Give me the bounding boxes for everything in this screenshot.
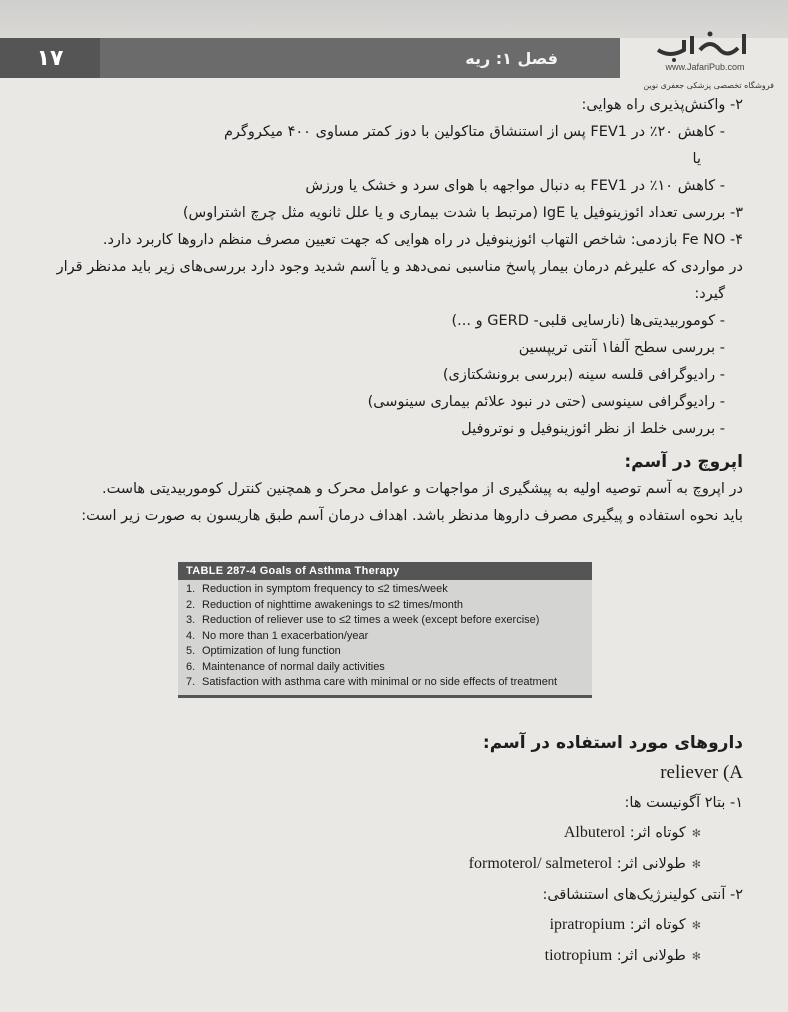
chapter-title: فصل ۱: ریه [465,48,558,68]
paragraph-line: باید نحوه استفاده و پیگیری مصرف داروها مدنظر باشد. اهداف درمان آسم طبق هاریسون به صورت زیر است: [81,508,743,524]
table-row: 4. No more than 1 exacerbation/year [186,629,369,642]
text-line: ۴- Fe NO بازدمی: شاخص التهاب ائوزینوفیل در راه هوایی که جهت تعیین مصرف منظم داروها کاربرد دارد. [102,232,743,248]
text-line: ۲- واکنش‌پذیری راه هوایی: [581,97,743,113]
drugs-section [60,722,743,972]
bullet-icon: ✻ [691,827,701,840]
drug-line: ✻کوتاه اثر: ipratropium [549,916,701,933]
table-row: 1. Reduction in symptom frequency to ≤2 times/week [186,583,448,595]
drug-class-line: ۱- بتا۲ آگونیست ها: [624,795,743,811]
text-line: یا [692,151,701,167]
paragraph-line: در اپروچ به آسم توصیه اولیه به پیشگیری از مواجهات و عوامل محرک و همچنین کنترل کوموربیدیتی هاست. [101,481,743,497]
text-line: - رادیوگرافی سینوسی (حتی در نبود علائم بیماری سینوسی) [367,394,725,410]
bullet-icon: ✻ [691,919,701,932]
text-line: در مواردی که علیرغم درمان بیمار پاسخ مناسبی نمی‌دهد و یا آسم شدید وجود دارد بررسی‌های زیر باید مدنظر قرار [56,259,743,275]
reliever-label: reliever (A [660,762,743,783]
text-line: - رادیوگرافی قلسه سینه (بررسی برونشکتازی) [442,367,725,383]
bullet-icon: ✻ [691,858,701,871]
text-line: - بررسی خلط از نظر ائوزینوفیل و نوتروفیل [461,421,725,437]
text-line: - کاهش ۱۰٪ در FEV1 به دنبال مواجهه با هوای سرد و خشک یا ورزش [305,178,725,194]
table-row: 3. Reduction of reliever use to ≤2 times a week (except before exercise) [186,614,540,626]
drug-class-line: ۲- آنتی کولینرژیک‌های استنشاقی: [542,887,743,903]
publisher-logo [630,28,780,86]
text-line: - کاهش ۲۰٪ در FEV1 پس از استنشاق متاکولین با دوز کمتر مساوی ۴۰۰ میکروگرم [223,124,725,140]
drug-line: ✻طولانی اثر: formoterol/ salmeterol [468,855,701,872]
drug-line: ✻کوتاه اثر: Albuterol [563,824,701,841]
table-row: 6. Maintenance of normal daily activities [186,660,385,673]
table-body [178,580,592,698]
asthma-goals-table [178,562,592,698]
text-line: - بررسی سطح آلفا۱ آنتی تریپسین [518,340,725,356]
drugs-heading: داروهای مورد استفاده در آسم: [482,733,743,753]
shop-name: فروشگاه تخصصی پزشکی جعفری نوین [643,81,774,90]
bullet-icon: ✻ [691,950,701,963]
table-row: 2. Reduction of nighttime awakenings to ≤2 times/month [186,598,464,611]
drug-line: ✻طولانی اثر: tiotropium [544,947,701,964]
text-line: گیرد: [694,286,725,302]
page-number-box [0,38,100,78]
page-number: ۱۷ [36,45,64,71]
text-line: - کوموربیدیتی‌ها (نارسایی قلبی- GERD و ...) [451,313,725,329]
text-line: ۳- بررسی تعداد ائوزینوفیل یا IgE (مرتبط با شدت بیماری و یا علل ثانویه مثل چرچ اشتراوس) [182,205,743,221]
publisher-url: www.JafariPub.com [665,62,745,72]
table-title: TABLE 287-4 Goals of Asthma Therapy [178,562,592,580]
main-text [56,92,743,530]
table-row: 5. Optimization of lung function [186,645,341,657]
approach-heading: اپروچ در آسم: [624,452,743,472]
publisher-logo-mark [650,28,760,62]
table-row: 7. Satisfaction with asthma care with minimal or no side effects of treatment [186,676,558,688]
